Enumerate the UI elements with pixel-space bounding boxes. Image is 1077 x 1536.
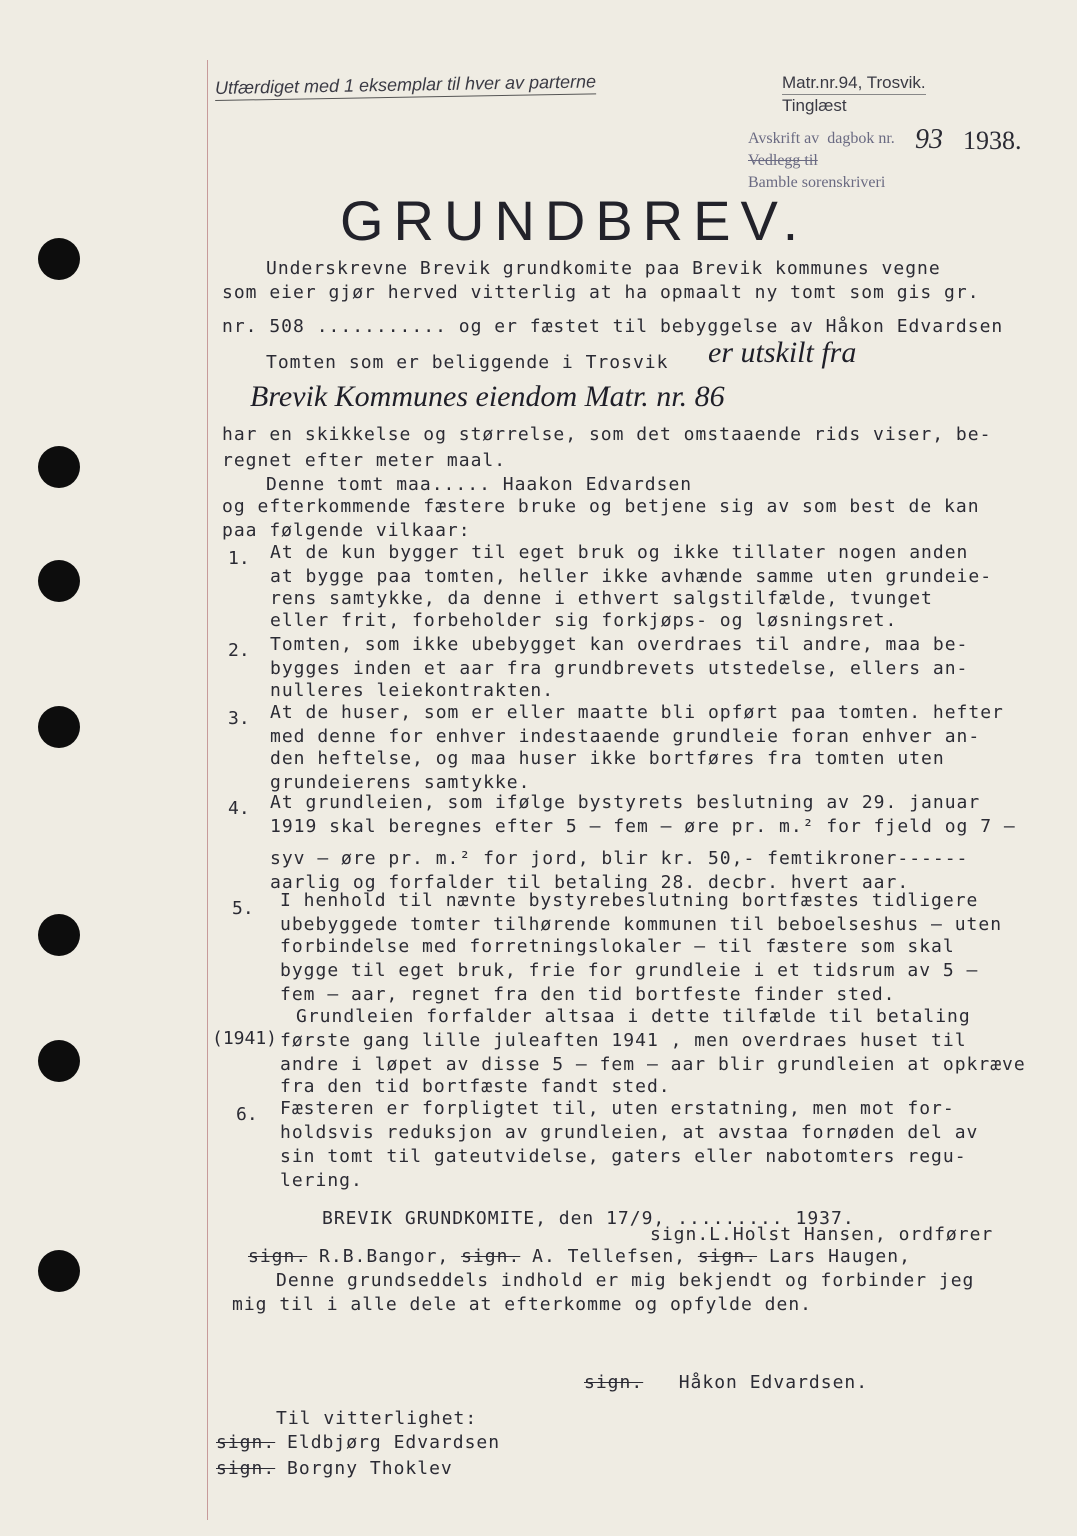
place-date: BREVIK GRUNDKOMITE, den 17/9, ......... 1937.	[322, 1208, 855, 1229]
clause-number: 5.	[232, 898, 254, 919]
sign-abbrev: sign.	[697, 1246, 758, 1267]
margin-rule	[207, 60, 208, 1520]
punch-hole	[38, 706, 80, 748]
clause-line: forbindelse med forretningslokaler — til fæstere som skal	[280, 936, 955, 957]
intro-line: som eier gjør herved vitterlig at ha opmaalt ny tomt som gis gr.	[222, 282, 980, 303]
intro-line: og efterkommende fæstere bruke og betjene sig av som best de kan	[222, 496, 980, 517]
clause-line: grundeierens samtykke.	[270, 772, 531, 793]
clause-line: med denne for enhver indestaaende grundleie foran enhver an-	[270, 726, 981, 747]
sign-abbrev: sign.	[461, 1246, 521, 1267]
sign-abbrev: sign.	[248, 1246, 308, 1267]
handwritten-note: Brevik Kommunes eiendom Matr. nr. 86	[250, 380, 725, 413]
registry-year: 1938.	[963, 126, 1022, 155]
intro-line: Tomten som er beliggende i Trosvik	[266, 352, 669, 373]
copies-note: Utfærdiget med 1 eksemplar til hver av parterne	[215, 71, 597, 101]
document-title: GRUNDBREV.	[340, 189, 809, 252]
intro-line: regnet efter meter maal.	[222, 450, 507, 471]
clause-line: bygges inden et aar fra grundbrevets utstedelse, ellers an-	[270, 658, 969, 679]
clause-line: At de huser, som er eller maatte bli opført paa tomten. hefter	[270, 702, 1004, 723]
clause-line: lering.	[280, 1170, 363, 1191]
clause-line: Grundleien forfalder altsaa i dette tilfælde til betaling	[296, 1006, 971, 1027]
intro-line: Underskrevne Brevik grundkomite paa Brevik kommunes vegne	[266, 258, 941, 279]
registry-stamp	[748, 128, 895, 194]
intro-line: paa følgende vilkaar:	[222, 520, 471, 541]
punch-hole	[38, 1250, 80, 1292]
clause-line: andre i løpet av disse 5 — fem — aar blir grundleien at opkræve	[280, 1054, 1026, 1075]
sign-abbrev: sign.	[216, 1432, 276, 1453]
dagbok-label: dagbok nr.	[827, 130, 895, 147]
handwritten-note: er utskilt fra	[708, 336, 857, 369]
witness-title: Til vitterlighet:	[276, 1408, 478, 1429]
clause-line: fem — aar, regnet fra den tid bortfeste finder sted.	[280, 984, 896, 1005]
clause-line: første gang lille juleaften 1941 , men overdraes huset til	[280, 1030, 967, 1051]
dagbok-number: 93	[915, 124, 943, 155]
clause-line: eller frit, forbeholder sig forkjøps- og løsningsret.	[270, 610, 898, 631]
clause-line: 1919 skal beregnes efter 5 — fem — øre pr. m.² for fjeld og 7 —	[270, 816, 1016, 837]
intro-line: nr. 508 ........... og er fæstet til bebyggelse av Håkon Edvardsen	[222, 316, 1004, 337]
clause-line: I henhold til nævnte bystyrebeslutning bortfæstes tidligere	[280, 890, 979, 911]
clause-number: 4.	[228, 798, 250, 819]
vedlegg-label: Vedlegg til	[748, 152, 818, 169]
punch-hole	[38, 446, 80, 488]
member-name: A. Tellefsen,	[532, 1246, 687, 1267]
clause-line: bygge til eget bruk, frie for grundleie i et tidsrum av 5 —	[280, 960, 979, 981]
member-signatures	[248, 1246, 911, 1267]
clause-line: den heftelse, og maa huser ikke bortføres fra tomten uten	[270, 748, 945, 769]
witness-signature	[216, 1432, 500, 1453]
tinglast-label: Tinglæst	[782, 96, 847, 115]
witness-name: Eldbjørg Edvardsen	[287, 1432, 501, 1453]
acknowledgement-line: Denne grundseddels indhold er mig bekjendt og forbinder jeg	[276, 1270, 975, 1291]
matr-number: Matr.nr.94, Trosvik.	[782, 72, 926, 95]
clause-line: aarlig og forfalder til betaling 28. decbr. hvert aar.	[270, 872, 910, 893]
clause-line: sin tomt til gateutvidelse, gaters eller nabotomters regu-	[280, 1146, 967, 1167]
intro-line: har en skikkelse og størrelse, som det omstaaende rids viser, be-	[222, 424, 992, 445]
clause-line: at bygge paa tomten, heller ikke avhænde samme uten grundeie-	[270, 566, 993, 587]
clause-line: fra den tid bortfæste fandt sted.	[280, 1076, 671, 1097]
acknowledgement-line: mig til i alle dele at efterkomme og opfylde den.	[232, 1294, 813, 1315]
chair-signature: sign.L.Holst Hansen, ordfører	[650, 1224, 994, 1245]
sign-abbrev: sign.	[216, 1458, 276, 1479]
clause-number: 2.	[228, 640, 250, 661]
registry-header	[782, 72, 926, 117]
clause-line: At grundleien, som ifølge bystyrets beslutning av 29. januar	[270, 792, 981, 813]
holder-signature	[584, 1372, 868, 1393]
clause-line: At de kun bygger til eget bruk og ikke tillater nogen anden	[270, 542, 969, 563]
punch-hole	[38, 1040, 80, 1082]
punch-hole	[38, 914, 80, 956]
member-name: Lars Haugen,	[768, 1246, 911, 1267]
clause-line: syv — øre pr. m.² for jord, blir kr. 50,- femtikroner------	[270, 848, 969, 869]
clause-line: nulleres leiekontrakten.	[270, 680, 555, 701]
clause-line: Tomten, som ikke ubebygget kan overdraes til andre, maa be-	[270, 634, 969, 655]
witness-signature	[216, 1458, 453, 1479]
margin-note: (1941)	[212, 1028, 278, 1049]
clause-line: rens samtykke, da denne i ethvert salgstilfælde, tvunget	[270, 588, 933, 609]
clause-number: 3.	[228, 708, 250, 729]
intro-line: Denne tomt maa..... Haakon Edvardsen	[266, 474, 693, 495]
clause-line: ubebyggede tomter tilhørende kommunen til beboelseshus — uten	[280, 914, 1003, 935]
clause-number: 1.	[228, 548, 250, 569]
office-name: Bamble sorenskriveri	[748, 174, 886, 191]
witness-name: Borgny Thoklev	[287, 1458, 453, 1479]
sign-abbrev: sign.	[584, 1372, 644, 1393]
clause-number: 6.	[236, 1104, 258, 1125]
punch-hole	[38, 560, 80, 602]
holder-name: Håkon Edvardsen.	[678, 1372, 869, 1393]
member-name: R.B.Bangor,	[319, 1246, 450, 1267]
avskrift-label: Avskrift av	[748, 130, 820, 147]
clause-line: holdsvis reduksjon av grundleien, at avstaa fornøden del av	[280, 1122, 979, 1143]
punch-hole	[38, 238, 80, 280]
clause-line: Fæsteren er forpligtet til, uten erstatning, men mot for-	[280, 1098, 955, 1119]
